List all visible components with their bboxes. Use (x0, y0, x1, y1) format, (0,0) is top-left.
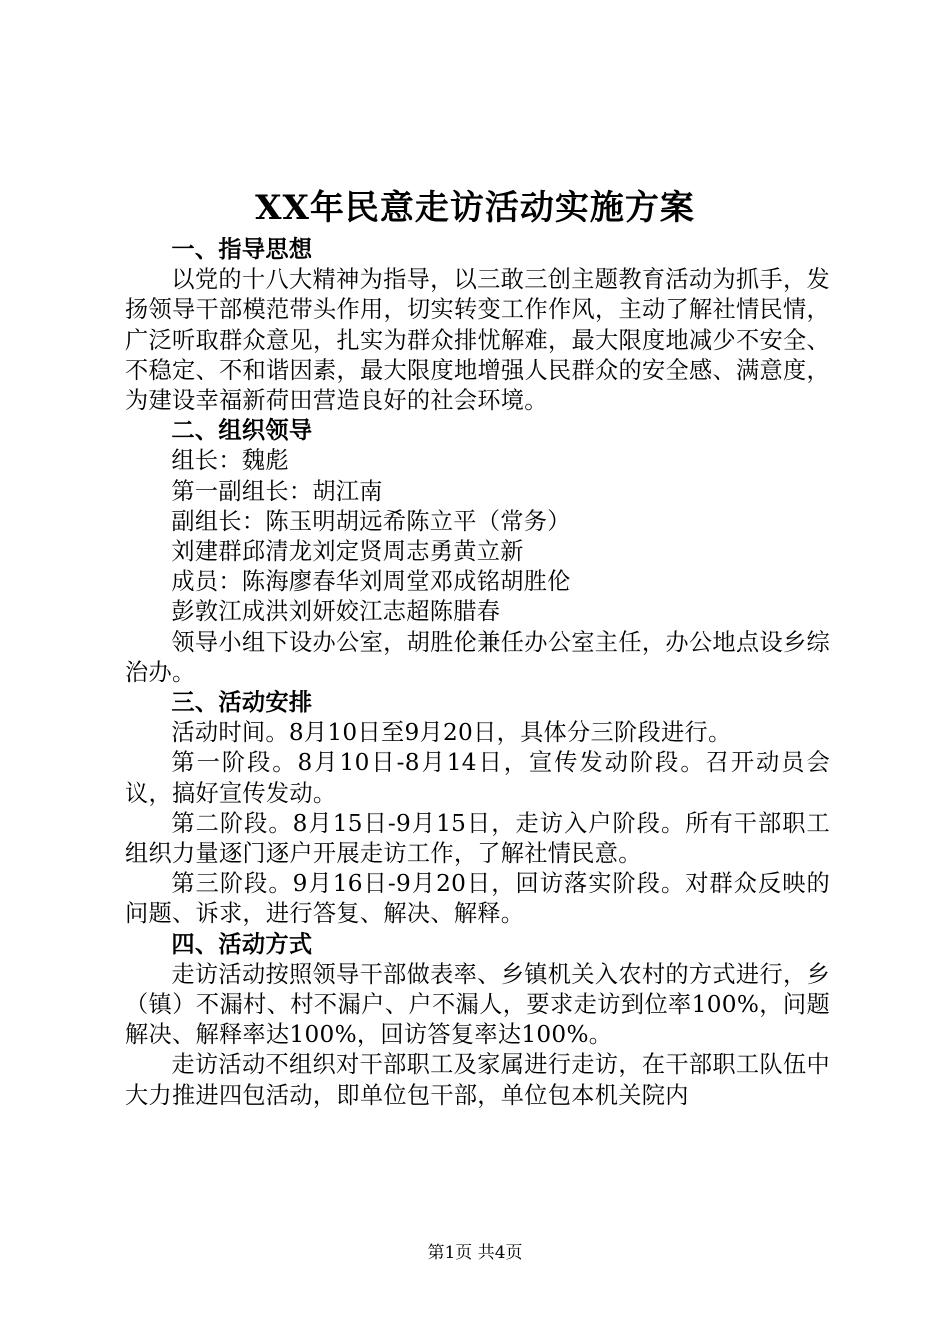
section-heading-guiding-ideology: 一、指导思想 (171, 236, 313, 263)
document-title: XX年民意走访活动实施方案 (255, 188, 695, 228)
page-footer: 第1页 共4页 (427, 1243, 523, 1263)
paragraph-deputy-leaders: 副组长：陈玉明胡远希陈立平（常务） (171, 507, 571, 535)
paragraph-first-deputy-leader: 第一副组长：胡江南 (171, 477, 383, 505)
paragraph-members-continued: 彭敦江成洪刘妍姣江志超陈腊春 (171, 598, 501, 626)
paragraph-members: 成员：陈海廖春华刘周堂邓成铭胡胜伦 (171, 568, 571, 596)
section-heading-method: 四、活动方式 (171, 930, 313, 958)
paragraph-phase-one: 第一阶段。8月10日-8月14日，宣传发动阶段。召开动员会议，搞好宣传发动。 (125, 749, 830, 807)
paragraph-deputy-leaders-continued: 刘建群邱清龙刘定贤周志勇黄立新 (171, 538, 524, 566)
section-heading-arrangement: 三、活动安排 (171, 689, 313, 717)
paragraph-phase-two: 第二阶段。8月15日-9月15日，走访入户阶段。所有干部职工组织力量逐门逐户开展走访工作，了解社情民意。 (125, 809, 830, 868)
paragraph-activity-time: 活动时间。8月10日至9月20日，具体分三阶段进行。 (171, 719, 732, 747)
paragraph-office: 领导小组下设办公室，胡胜伦兼任办公室主任，办公地点设乡综治办。 (125, 628, 830, 686)
paragraph-group-leader: 组长：魏彪 (171, 447, 289, 475)
section-heading-organization: 二、组织领导 (171, 417, 313, 445)
paragraph-guiding-ideology: 以党的十八大精神为指导，以三敢三创主题教育活动为抓手，发扬领导干部模范带头作用，切实转变工作作风，主动了解社情民情，广泛听取群众意见，扎实为群众排忧解难，最大限度地减少不安全、不稳定、不和谐因素，最大限度地增强人民群众的安全感、满意度，为建设幸福新荷田营造良好的社会环境。 (125, 266, 830, 415)
paragraph-method-one: 走访活动按照领导干部做表率、乡镇机关入农村的方式进行，乡（镇）不漏村、村不漏户、户不漏人，要求走访到位率100%，问题解决、解释率达100%，回访答复率达100%。 (125, 960, 830, 1049)
paragraph-method-two: 走访活动不组织对干部职工及家属进行走访，在干部职工队伍中大力推进四包活动，即单位包干部，单位包本机关院内 (125, 1051, 830, 1109)
document-body (125, 235, 830, 1111)
paragraph-phase-three: 第三阶段。9月16日-9月20日，回访落实阶段。对群众反映的问题、诉求，进行答复、解决、解释。 (125, 870, 830, 928)
